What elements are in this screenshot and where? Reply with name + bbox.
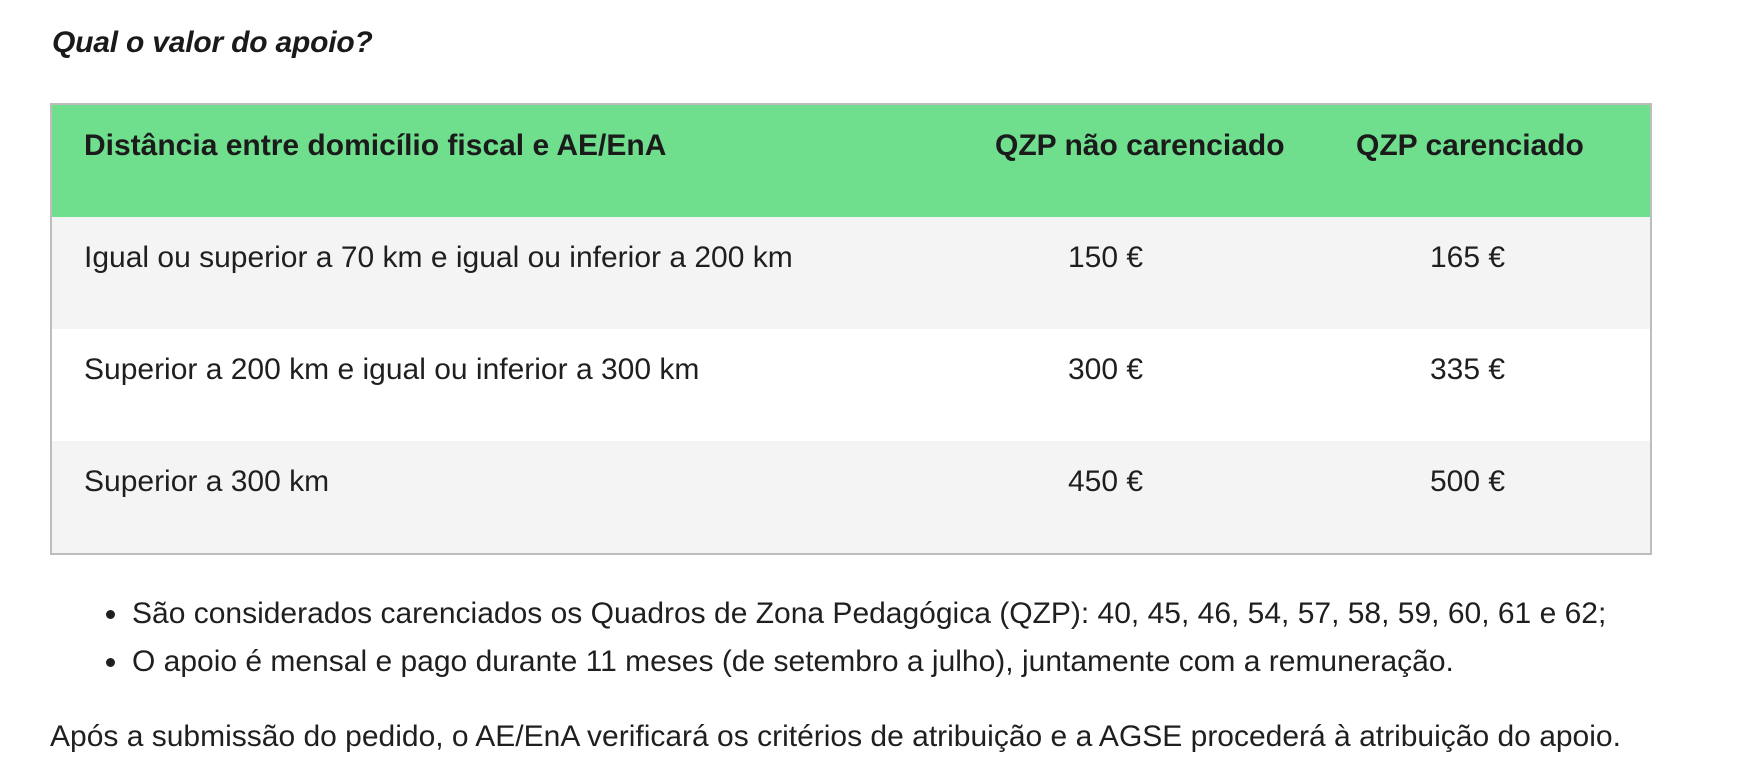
support-value-table	[50, 103, 1652, 555]
section-heading: Qual o valor do apoio?	[52, 26, 373, 59]
list-item: • O apoio é mensal e pago durante 11 meses (de setembro a julho), juntamente com a remuneração.	[130, 638, 1606, 686]
table-row	[52, 217, 1650, 329]
cell-value-nao-carenciado: 300 €	[1067, 353, 1144, 386]
footer-paragraph: Após a submissão do pedido, o AE/EnA verificará os critérios de atribuição e a AGSE procederá à atribuição do apoio.	[50, 720, 1621, 753]
support-table	[52, 105, 1650, 553]
cell-value-nao-carenciado: 450 €	[1067, 465, 1144, 498]
cell-value-nao-carenciado: 150 €	[1067, 241, 1144, 274]
cell-distance: Superior a 300 km	[84, 465, 330, 498]
column-header-qzp-nao-carenciado: QZP não carenciado	[995, 129, 1285, 162]
table-header-row	[52, 105, 1650, 217]
cell-distance: Superior a 200 km e igual ou inferior a 300 km	[84, 353, 700, 386]
table-row	[52, 329, 1650, 441]
column-header-qzp-carenciado: QZP carenciado	[1356, 129, 1584, 162]
cell-value-carenciado: 335 €	[1429, 353, 1506, 386]
cell-value-carenciado: 165 €	[1429, 241, 1506, 274]
list-item: • São considerados carenciados os Quadros de Zona Pedagógica (QZP): 40, 45, 46, 54, 57, 58, 59, 60, 61 e 62;	[130, 590, 1606, 638]
column-header-distance: Distância entre domicílio fiscal e AE/EnA	[84, 129, 667, 162]
cell-value-carenciado: 500 €	[1429, 465, 1506, 498]
notes-list	[52, 590, 1606, 686]
table-row	[52, 441, 1650, 553]
cell-distance: Igual ou superior a 70 km e igual ou inferior a 200 km	[84, 241, 793, 274]
